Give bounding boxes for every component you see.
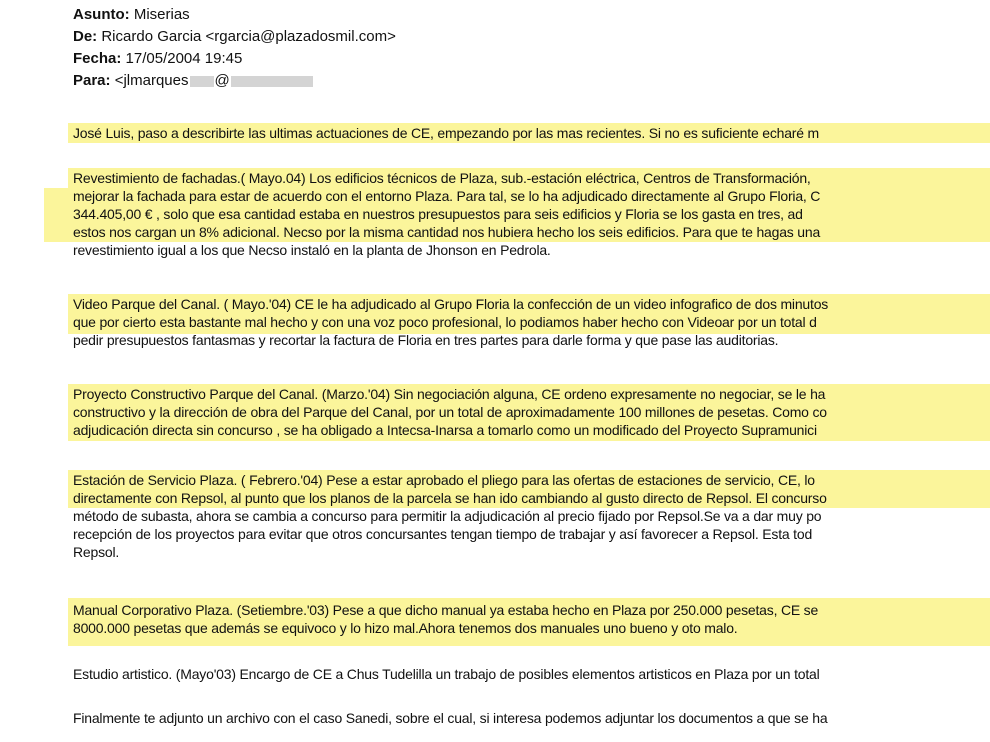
- text-line: José Luis, paso a describirte las ultimas actuaciones de CE, empezando por las mas recientes. Si no es suficiente echaré m: [73, 125, 819, 141]
- text-line: Video Parque del Canal. ( Mayo.'04) CE le ha adjudicado al Grupo Floria la confección de un video infografico de dos minutos: [73, 296, 829, 312]
- paragraph-text: [73, 169, 820, 259]
- from-line: [73, 26, 396, 48]
- paragraph-text: [73, 385, 827, 439]
- text-line: constructivo y la dirección de obra del Parque del Canal, por un total de aproximadamente 100 millones de pesetas. Como co: [73, 404, 827, 420]
- paragraph-text: [73, 124, 819, 142]
- from-value: Ricardo Garcia <rgarcia@plazadosmil.com>: [101, 28, 396, 45]
- paragraph-text: [73, 665, 820, 683]
- text-line: pedir presupuestos fantasmas y recortar la factura de Floria en tres partes para darle forma y que pase las auditorias.: [73, 332, 779, 348]
- text-line: que por cierto esta bastante mal hecho y con una voz poco profesional, lo podiamos haber hecho con Videoar por un total d: [73, 314, 817, 330]
- to-label: Para:: [73, 72, 111, 89]
- to-value-prefix: <jlmarques: [114, 72, 189, 89]
- date-line: [73, 48, 396, 70]
- text-line: Repsol.: [73, 544, 120, 560]
- text-line: Estación de Servicio Plaza. ( Febrero.'04) Pese a estar aprobado el pliego para las ofertas de estaciones de servicio, CE, lo: [73, 472, 815, 488]
- subject-label: Asunto:: [73, 6, 130, 23]
- date-value: 17/05/2004 19:45: [125, 50, 243, 67]
- text-line: directamente con Repsol, al punto que los planos de la parcela se han ido cambiando al gusto directo de Repsol. El concurso: [73, 490, 827, 506]
- text-line: mejorar la fachada para estar de acuerdo con el entorno Plaza. Para tal, se lo ha adjudicado directamente al Grupo Floria, C: [73, 188, 821, 204]
- email-headers: [73, 4, 396, 92]
- paragraph-text: [73, 709, 827, 727]
- text-line: adjudicación directa sin concurso , se ha obligado a Intecsa-Inarsa a tomarlo como un modificado del Proyecto Supramunici: [73, 422, 817, 438]
- text-line: estos nos cargan un 8% adicional. Necso por la misma cantidad nos hubiera hecho los seis edificios. Para que te hagas una: [73, 224, 821, 240]
- to-line: [73, 70, 396, 92]
- text-line: Revestimiento de fachadas.( Mayo.04) Los edificios técnicos de Plaza, sub.-estación eléctrica, Centros de Transformación,: [73, 170, 811, 186]
- paragraph-text: [73, 471, 827, 561]
- paragraph-text: [73, 601, 818, 637]
- text-line: 344.405,00 € , solo que esa cantidad estaba en nuestros presupuestos para seis edificios y Floria se los gasta en tres, ad: [73, 206, 803, 222]
- date-label: Fecha:: [73, 50, 122, 67]
- paragraph-text: [73, 295, 828, 349]
- text-line: 8000.000 pesetas que además se equivoco y lo hizo mal.Ahora tenemos dos manuales uno bueno y oto malo.: [73, 620, 738, 636]
- text-line: Manual Corporativo Plaza. (Setiembre.'03) Pese a que dicho manual ya estaba hecho en Plaza por 250.000 pesetas, CE se: [73, 602, 819, 618]
- subject-line: [73, 4, 396, 26]
- text-line: recepción de los proyectos para evitar que otros concursantes tengan tiempo de trabajar y así favorecer a Repsol. Esta tod: [73, 526, 813, 542]
- text-line: método de subasta, ahora se cambia a concurso para permitir la adjudicación al precio fijado por Repsol.Se va a dar muy po: [73, 508, 822, 524]
- redaction-block: [190, 76, 214, 87]
- from-label: De:: [73, 28, 98, 45]
- to-at-sign: @: [214, 72, 230, 89]
- text-line: Finalmente te adjunto un archivo con el caso Sanedi, sobre el cual, si interesa podemos adjuntar los documentos a que se ha: [73, 710, 828, 726]
- text-line: Proyecto Constructivo Parque del Canal. (Marzo.'04) Sin negociación alguna, CE ordeno expresamente no negociar, se le ha: [73, 386, 826, 402]
- redaction-block: [231, 76, 313, 87]
- subject-value: Miserias: [133, 6, 190, 23]
- text-line: revestimiento igual a los que Necso instaló en la planta de Jhonson en Pedrola.: [73, 242, 551, 258]
- text-line: Estudio artistico. (Mayo'03) Encargo de CE a Chus Tudelilla un trabajo de posibles elementos artisticos en Plaza por un total: [73, 666, 820, 682]
